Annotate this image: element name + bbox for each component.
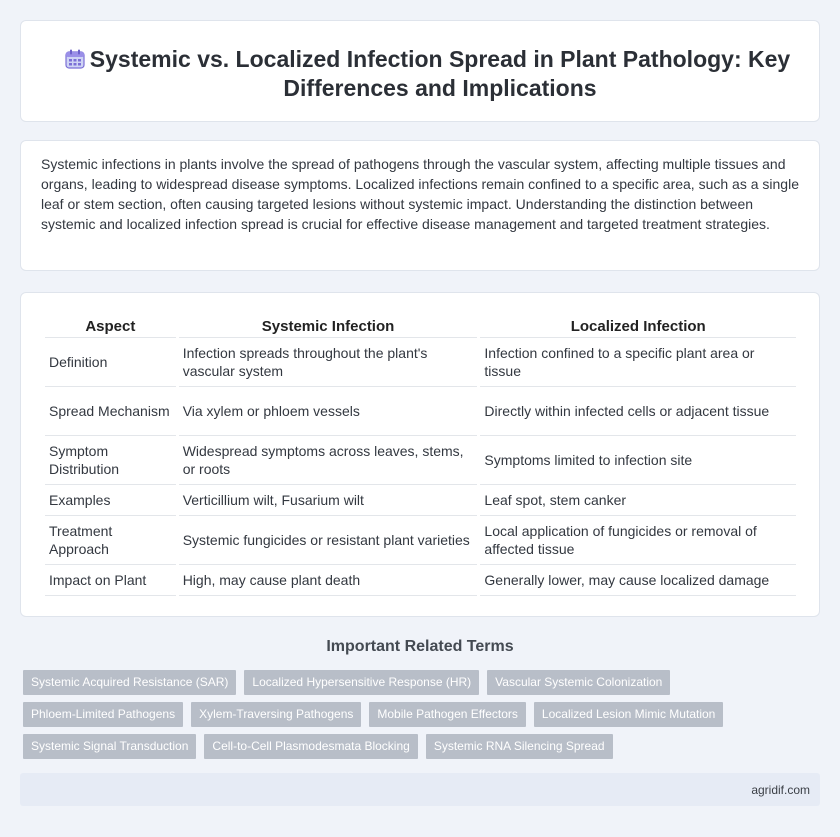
term-tag[interactable]: Localized Lesion Mimic Mutation — [534, 702, 723, 727]
tag-row — [23, 702, 813, 734]
comparison-table — [42, 315, 799, 596]
table-row — [45, 436, 796, 485]
localized-cell: Generally lower, may cause localized damage — [480, 565, 796, 596]
localized-cell: Local application of fungicides or removal of affected tissue — [480, 516, 796, 565]
tag-row — [23, 734, 813, 766]
related-terms-list — [23, 670, 813, 766]
table-row — [45, 387, 796, 436]
aspect-cell: Examples — [45, 485, 176, 516]
localized-cell: Symptoms limited to infection site — [480, 436, 796, 485]
column-header-systemic: Systemic Infection — [179, 315, 478, 338]
systemic-cell: Infection spreads throughout the plant's vascular system — [179, 338, 478, 387]
systemic-cell: Systemic fungicides or resistant plant varieties — [179, 516, 478, 565]
term-tag[interactable]: Systemic RNA Silencing Spread — [426, 734, 613, 759]
aspect-cell: Definition — [45, 338, 176, 387]
site-name[interactable]: agridif.com — [751, 783, 810, 797]
term-tag[interactable]: Mobile Pathogen Effectors — [369, 702, 526, 727]
footer-bar — [20, 773, 820, 806]
comparison-table-card — [20, 292, 820, 617]
term-tag[interactable]: Vascular Systemic Colonization — [487, 670, 670, 695]
localized-cell: Infection confined to a specific plant area or tissue — [480, 338, 796, 387]
table-header-row — [45, 315, 796, 338]
systemic-cell: Verticillium wilt, Fusarium wilt — [179, 485, 478, 516]
table-row — [45, 485, 796, 516]
systemic-cell: Widespread symptoms across leaves, stems, or roots — [179, 436, 478, 485]
aspect-cell: Treatment Approach — [45, 516, 176, 565]
page-title: Systemic vs. Localized Infection Spread in Plant Pathology: Key Differences and Implications — [89, 46, 791, 101]
systemic-cell: Via xylem or phloem vessels — [179, 387, 478, 436]
localized-cell: Directly within infected cells or adjacent tissue — [480, 387, 796, 436]
term-tag[interactable]: Phloem-Limited Pathogens — [23, 702, 183, 727]
term-tag[interactable]: Xylem-Traversing Pathogens — [191, 702, 361, 727]
term-tag[interactable]: Cell-to-Cell Plasmodesmata Blocking — [204, 734, 417, 759]
tag-row — [23, 670, 813, 702]
aspect-cell: Symptom Distribution — [45, 436, 176, 485]
table-row — [45, 565, 796, 596]
column-header-aspect: Aspect — [45, 315, 176, 338]
systemic-cell: High, may cause plant death — [179, 565, 478, 596]
aspect-cell: Impact on Plant — [45, 565, 176, 596]
localized-cell: Leaf spot, stem canker — [480, 485, 796, 516]
related-terms-title: Important Related Terms — [326, 638, 514, 655]
aspect-cell: Spread Mechanism — [45, 387, 176, 436]
term-tag[interactable]: Localized Hypersensitive Response (HR) — [244, 670, 479, 695]
table-row — [45, 338, 796, 387]
intro-paragraph: Systemic infections in plants involve the spread of pathogens through the vascular system, affecting multiple tissues and organs, leading to widespread disease symptoms. Localized infections remain confined to a specific area, such as a single leaf or stem section, often causing targeted lesions without systemic impact. Understanding the distinction between systemic and localized infection spread is crucial for effective disease management and targeted treatment strategies. — [41, 156, 799, 232]
term-tag[interactable]: Systemic Signal Transduction — [23, 734, 196, 759]
term-tag[interactable]: Systemic Acquired Resistance (SAR) — [23, 670, 236, 695]
column-header-localized: Localized Infection — [480, 315, 796, 338]
intro-card — [20, 140, 820, 271]
header-card — [20, 20, 820, 122]
table-row — [45, 516, 796, 565]
